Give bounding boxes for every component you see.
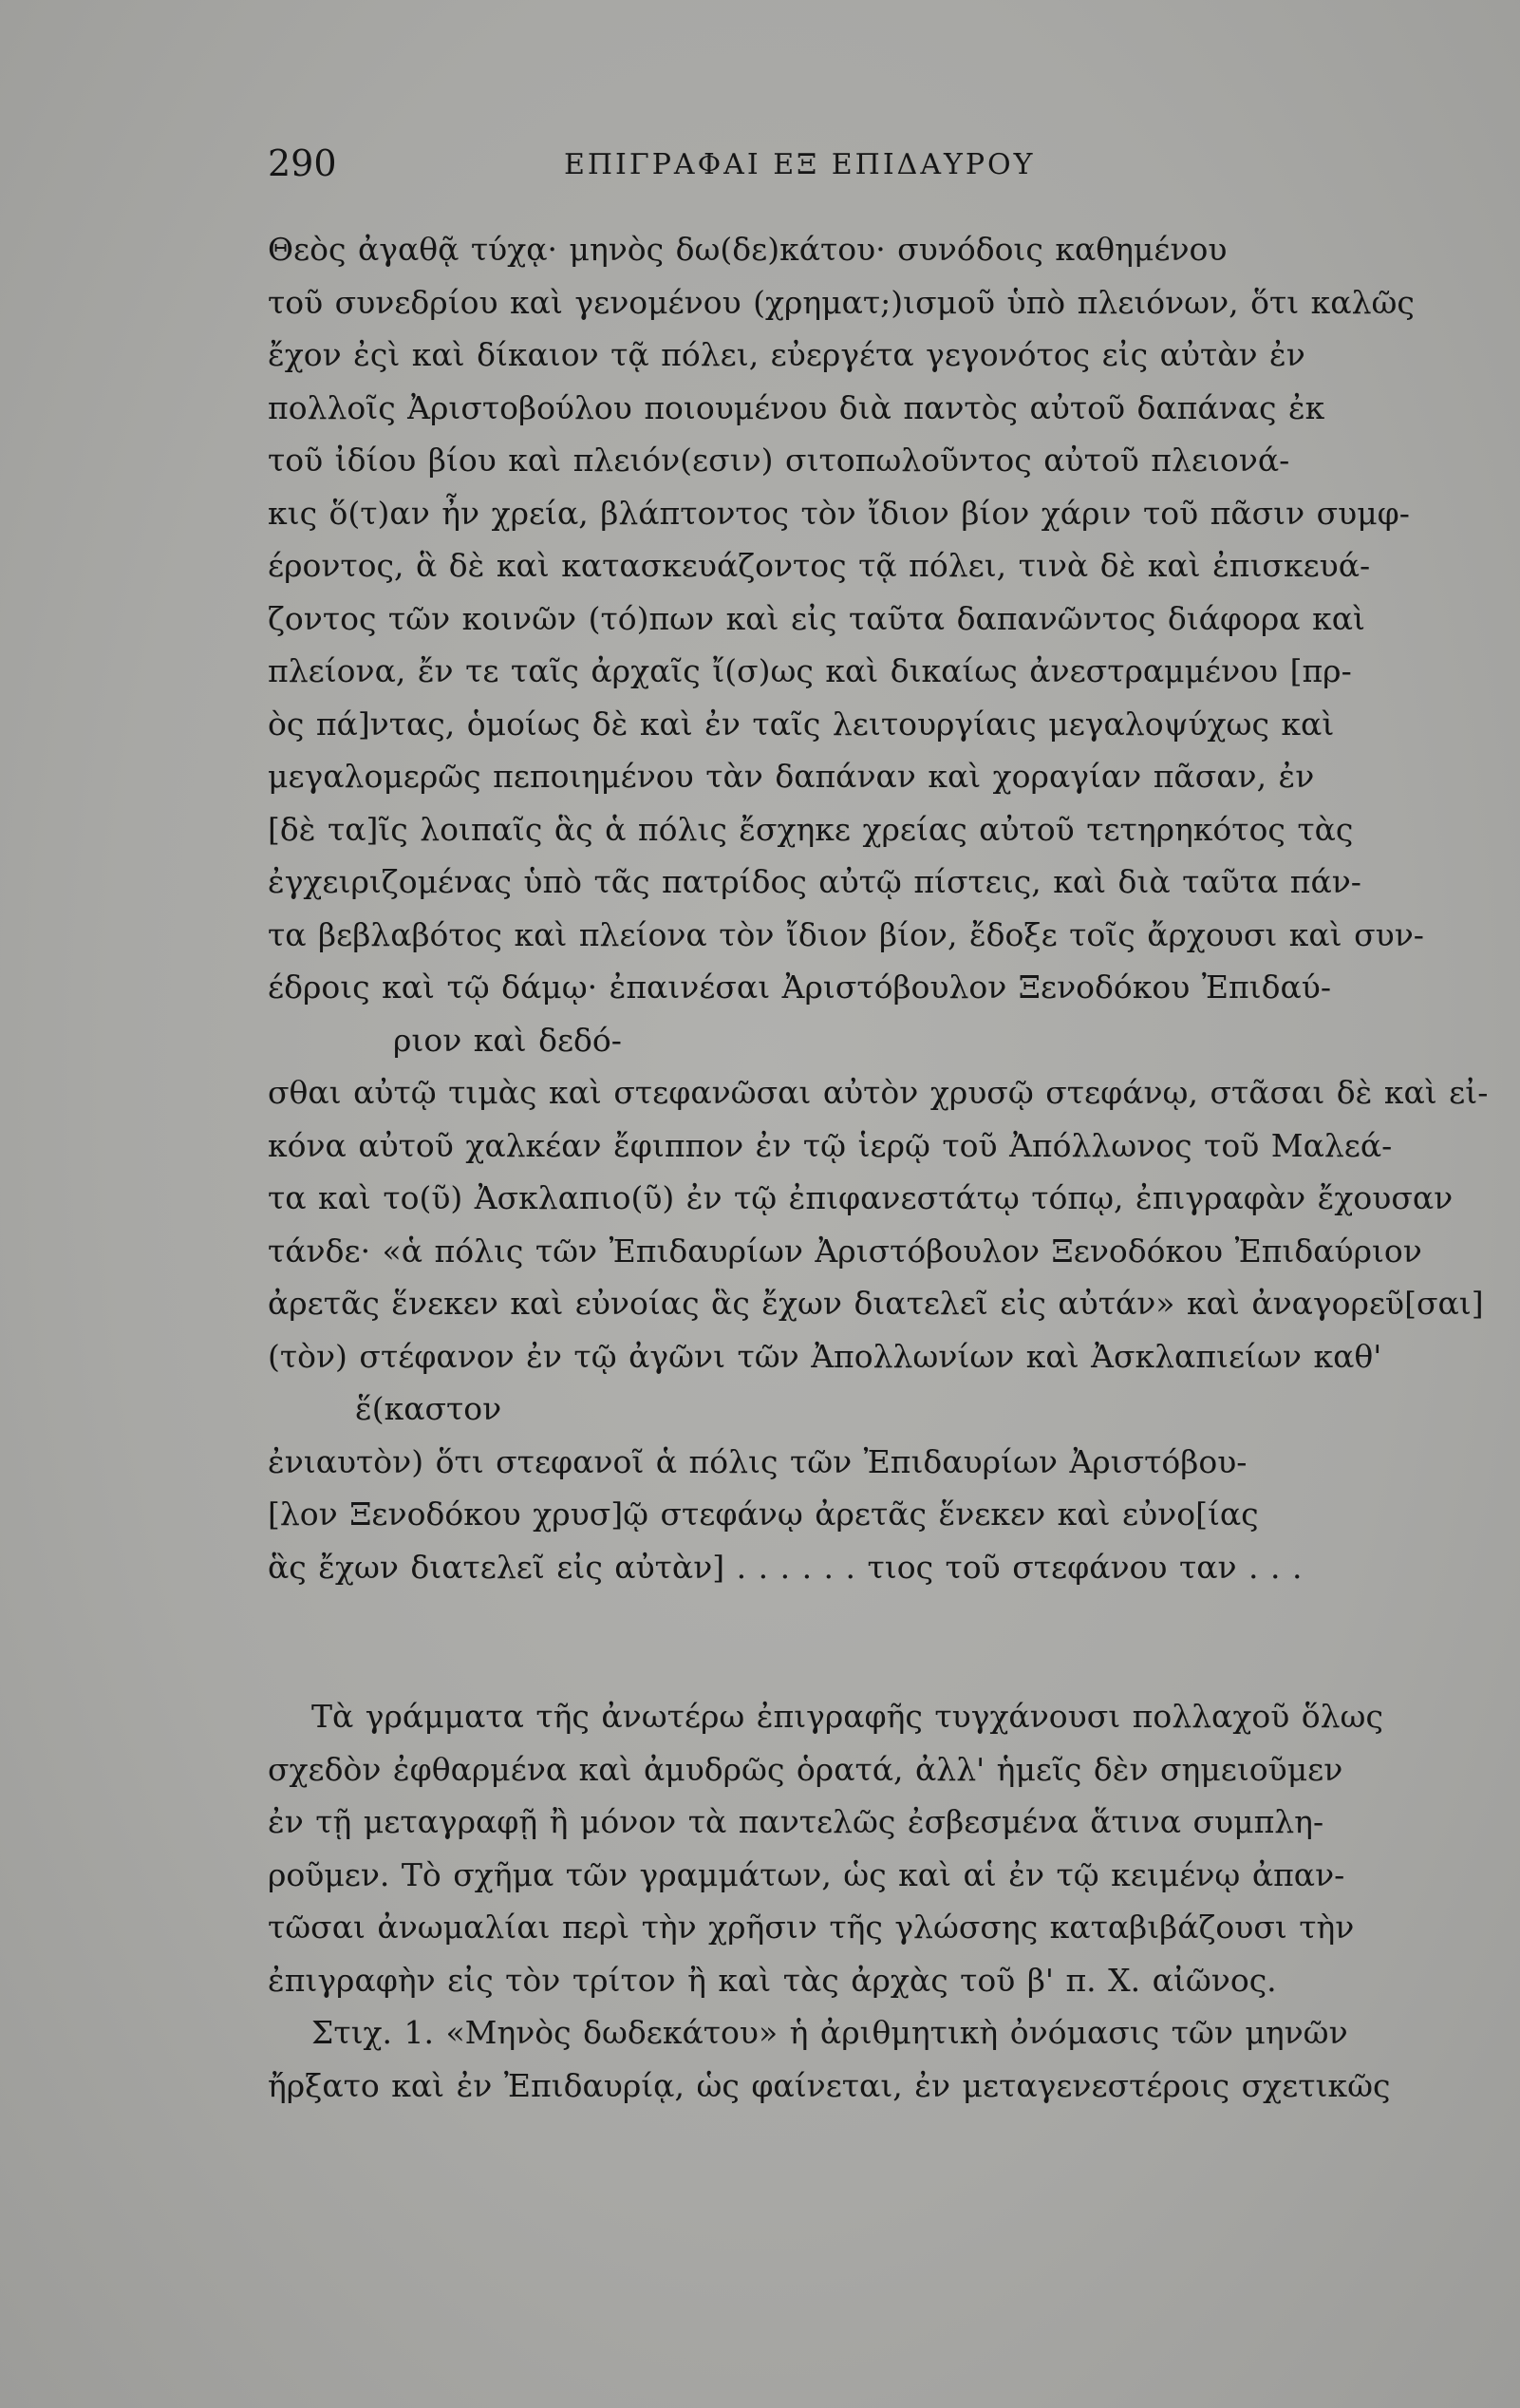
inscription-line: σθαι αὐτῷ τιμὰς καὶ στεφανῶσαι αὐτὸν χρυσῷ στεφάνῳ, στᾶσαι δὲ καὶ εἰ- <box>268 1074 1489 1111</box>
inscription-line: ἔχον ἐςὶ καὶ δίκαιον τᾷ πόλει, εὐεργέτα γεγονότος εἰς αὐτὰν ἐν <box>268 336 1305 373</box>
commentary-line: ἤρξατο καὶ ἐν Ἐπιδαυρίᾳ, ὡς φαίνεται, ἐν μεταγενεστέροις σχετικῶς <box>268 2066 1391 2104</box>
commentary-line: τῶσαι ἀνωμαλίαι περὶ τὴν χρῆσιν τῆς γλώσσης καταβιβάζουσι τὴν <box>268 1909 1355 1946</box>
page-header <box>268 142 1250 199</box>
running-title: ΕΠΙΓΡΑΦΑΙ ΕΞ ΕΠΙΔΑΥΡΟΥ <box>564 148 1036 181</box>
commentary-line: Στιχ. 1. «Μηνὸς δωδεκάτου» ἡ ἀριθμητικὴ ὀνόμασις τῶν μηνῶν <box>311 2014 1348 2051</box>
inscription-line: τοῦ συνεδρίου καὶ γενομένου (χρηματ;)ισμοῦ ὑπὸ πλειόνων, ὅτι καλῶς <box>268 283 1415 321</box>
commentary-line: σχεδὸν ἐφθαρμένα καὶ ἀμυδρῶς ὁρατά, ἀλλ' ἡμεῖς δὲν σημειοῦμεν <box>268 1750 1343 1788</box>
inscription-line: έροντος, ἃ δὲ καὶ κατασκευάζοντος τᾷ πόλει, τινὰ δὲ καὶ ἐπισκευά- <box>268 547 1371 584</box>
commentary-line: ἐπιγραφὴν εἰς τὸν τρίτον ἢ καὶ τὰς ἀρχὰς τοῦ β' π. Χ. αἰῶνος. <box>268 1961 1277 1999</box>
inscription-line: έδροις καὶ τῷ δάμῳ· ἐπαινέσαι Ἀριστόβουλον Ξενοδόκου Ἐπιδαύ- <box>268 969 1331 1006</box>
commentary-line: Τὰ γράμματα τῆς ἀνωτέρω ἐπιγραφῆς τυγχάνουσι πολλαχοῦ ὅλως <box>311 1698 1383 1735</box>
inscription-line-indented: ριον καὶ δεδό- <box>393 1021 622 1059</box>
inscription-line: τα βεβλαβότος καὶ πλείονα τὸν ἴδιον βίον, ἔδοξε τοῖς ἄρχουσι καὶ συν- <box>268 915 1424 953</box>
inscription-line: Θεὸς ἀγαθᾷ τύχᾳ· μηνὸς δω(δε)κάτου· συνόδοις καθημένου <box>268 231 1228 268</box>
inscription-line: ἃς ἔχων διατελεῖ εἰς αὐτὰν] . . . . . . τιος τοῦ στεφάνου ταν . . . <box>268 1548 1303 1586</box>
inscription-line: [λον Ξενοδόκου χρυσ]ῷ στεφάνῳ ἀρετᾶς ἕνεκεν καὶ εὐνο[ίας <box>268 1496 1259 1533</box>
inscription-line: ἀρετᾶς ἕνεκεν καὶ εὐνοίας ἃς ἔχων διατελεῖ εἰς αὐτάν» καὶ ἀναγορεῦ[σαι] <box>268 1285 1484 1322</box>
inscription-line: μεγαλομερῶς πεποιημένου τὰν δαπάναν καὶ χοραγίαν πᾶσαν, ἐν <box>268 758 1315 795</box>
inscription-line: τάνδε· «ἁ πόλις τῶν Ἐπιδαυρίων Ἀριστόβουλον Ξενοδόκου Ἐπιδαύριον <box>268 1232 1422 1270</box>
inscription-line: πλείονα, ἔν τε ταῖς ἀρχαῖς ἴ(σ)ως καὶ δικαίως ἀνεστραμμένου [πρ- <box>268 652 1352 689</box>
inscription-line: ἐνιαυτὸν) ὅτι στεφανοῖ ἁ πόλις τῶν Ἐπιδαυρίων Ἀριστόβου- <box>268 1442 1248 1480</box>
inscription-line: ζοντος τῶν κοινῶν (τό)πων καὶ εἰς ταῦτα δαπανῶντος διάφορα καὶ <box>268 599 1365 637</box>
inscription-text <box>268 223 1489 1593</box>
inscription-line-indented: ἕ(καστον <box>355 1390 502 1427</box>
inscription-line: πολλοῖς Ἀριστοβούλου ποιουμένου διὰ παντὸς αὐτοῦ δαπάνας ἐκ <box>268 388 1325 426</box>
inscription-line: κις ὅ(τ)αν ἦν χρεία, βλάπτοντος τὸν ἴδιον βίον χάριν τοῦ πᾶσιν συμφ- <box>268 494 1410 532</box>
inscription-line: ἐγχειριζομένας ὑπὸ τᾶς πατρίδος αὐτῷ πίστεις, καὶ διὰ ταῦτα πάν- <box>268 863 1361 900</box>
commentary-text <box>268 1690 1391 2112</box>
inscription-line: (τὸν) στέφανον ἐν τῷ ἀγῶνι τῶν Ἀπολλωνίων καὶ Ἀσκλαπιείων καθ' <box>268 1337 1382 1375</box>
page-number: 290 <box>268 142 337 184</box>
inscription-line: τα καὶ το(ῦ) Ἀσκλαπιο(ῦ) ἐν τῷ ἐπιφανεστάτῳ τόπῳ, ἐπιγραφὰν ἔχουσαν <box>268 1179 1454 1216</box>
commentary-line: ροῦμεν. Τὸ σχῆμα τῶν γραμμάτων, ὡς καὶ αἱ ἐν τῷ κειμένῳ ἀπαν- <box>268 1855 1345 1893</box>
inscription-line: κόνα αὐτοῦ χαλκέαν ἔφιππον ἐν τῷ ἱερῷ τοῦ Ἀπόλλωνος τοῦ Μαλεά- <box>268 1126 1393 1164</box>
inscription-line: [δὲ τα]ῖς λοιπαῖς ἃς ἁ πόλις ἔσχηκε χρείας αὐτοῦ τετηρηκότος τὰς <box>268 810 1354 848</box>
inscription-line: τοῦ ἰδίου βίου καὶ πλειόν(εσιν) σιτοπωλοῦντος αὐτοῦ πλειονά- <box>268 442 1290 479</box>
commentary-line: ἐν τῇ μεταγραφῇ ἢ μόνον τὰ παντελῶς ἐσβεσμένα ἅτινα συμπλη- <box>268 1803 1324 1840</box>
inscription-line: ὸς πά]ντας, ὁμοίως δὲ καὶ ἐν ταῖς λειτουργίαις μεγαλοψύχως καὶ <box>268 705 1335 743</box>
